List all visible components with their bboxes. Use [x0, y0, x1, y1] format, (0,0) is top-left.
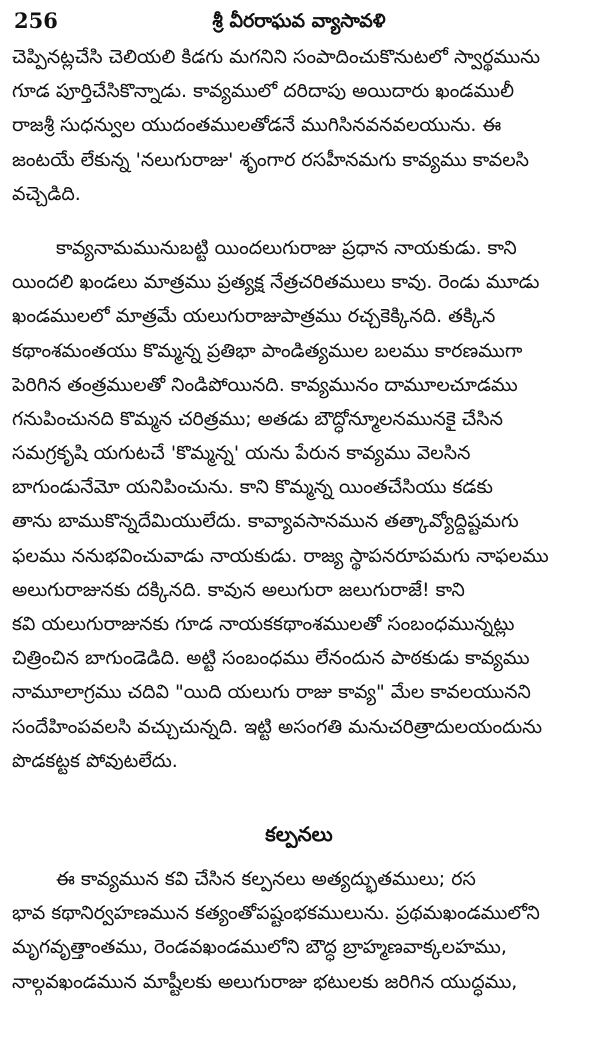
section-spacer: [12, 778, 586, 816]
paragraph-1: [12, 40, 586, 211]
text-line: ఖండములలో మాత్రమే యలుగురాజుపాత్రము రచ్చకెక్కినది. తక్కిన: [12, 305, 496, 328]
section-heading: కల్పనలు: [265, 821, 333, 846]
text-line: సందేహింపవలసి వచ్చుచున్నది. ఇట్టి అసంగతి మనుచరిత్రాదులయందును: [12, 715, 543, 738]
text-line: కవి యలుగురాజునకు గూడ నాయకకథాంశములతో సంబంధమున్నట్లు: [12, 613, 515, 635]
text-line: పొడకట్టక పోవుటలేదు.: [12, 749, 178, 772]
text-line: పెరిగిన తంత్రములతో నిండిపోయినది. కావ్యమునం దామూలచూడము: [12, 373, 518, 396]
text-line: ఈ కావ్యమున కవి చేసిన కల్పనలు అత్యద్భుతములు; రస: [56, 867, 476, 890]
text-line: మృగవృత్తాంతము, రెండవఖండములోని బౌద్ధ బ్రాహ్మణవాక్కలహము,: [12, 936, 507, 959]
text-line: భావ కథానిర్వహణమున కత్యంతోపష్టంభకములును. ప్రథమఖండములోని: [12, 902, 540, 925]
text-line: చెప్పినట్లచేసి చెలియలి కిడగు మగనిని సంపాదించుకొనుటలో స్వార్థమును: [12, 46, 541, 68]
text-line: రాజశ్రీ సుధన్వుల యుదంతములతోడనే ముగిసినవనవలయును. ఈ: [12, 114, 502, 137]
text-line: గనుపించునది కొమ్మన చరిత్రము; అతడు బౌద్ధోన్మూలనమునకై చేసిన: [12, 407, 503, 430]
text-line: తాను బాముకొన్నదేమియులేదు. కావ్యావసానమున తత్కావ్యోద్దిష్టమగు: [12, 510, 519, 533]
running-title: శ్రీ వీరరాఘవ వ్యాసావళి: [212, 10, 386, 32]
page-number: 256: [14, 8, 58, 33]
text-line: చిత్రించిన బాగుండెడిది. అట్టి సంబంధము లేనందున పాఠకుడు కావ్యము: [12, 647, 530, 670]
text-line: ఫలము ననుభవించువాడు నాయకుడు. రాజ్య స్థాపనరూపమగు నాఫలము: [12, 544, 549, 567]
text-line: అలుగురాజునకు దక్కినది. కావున అలుగురా జలుగురాజే! కాని: [12, 578, 465, 601]
page-header: [12, 6, 586, 40]
text-line: యిందలి ఖండలు మాత్రము ప్రత్యక్ష నేత్రచరితములు కావు. రెండు మూడు: [12, 271, 540, 294]
text-line: నామూలాగ్రము చదివి "యిది యలుగు రాజు కావ్య" మేల కావలయునని: [12, 681, 531, 704]
text-line: సమగ్రకృషి యగుటచే 'కొమ్మన్న' యను పేరున కావ్యము వెలసిన: [12, 442, 471, 465]
text-line: బాగుండునేమో యనిపించును. కాని కొమ్మన్న యింతచేసియు కడకు: [12, 476, 493, 499]
heading-spacer: [12, 852, 586, 862]
text-line: గూడ పూర్తిచేసికొన్నాడు. కావ్యములో దరిదాపు అయిదారు ఖండములీ: [12, 80, 515, 103]
text-line: కథాంశమంతయు కొమ్మన్న ప్రతిభా పాండిత్యముల బలము కారణముగా: [12, 339, 523, 362]
text-line: వచ్చెడిది.: [12, 182, 81, 205]
paragraph-2: [12, 231, 586, 778]
paragraph-spacer: [12, 211, 586, 231]
text-line: కావ్యనామమునుబట్టి యిందలుగురాజు ప్రధాన నాయకుడు. కాని: [56, 236, 517, 259]
paragraph-3: [12, 862, 586, 999]
text-line: నాల్గవఖండమున మాష్టీలకు అలుగురాజు భటులకు జరిగిన యుద్ధము,: [12, 970, 518, 993]
text-line: జంటయే లేకున్న 'నలుగురాజు' శృంగార రసహీనమగు కావ్యము కావలసి: [12, 148, 530, 171]
